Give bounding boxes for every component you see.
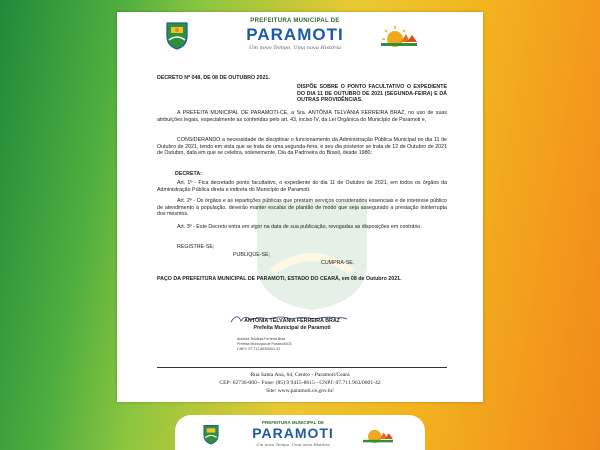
banner-city-name: PARAMOTI <box>252 425 334 441</box>
stamp-cnpj: CNPJ: 07.711.963/0001-42 <box>237 347 281 351</box>
sun-logo-icon <box>360 424 396 444</box>
publique-se: PUBLIQUE-SE; <box>233 252 271 258</box>
stamp-name: Antônia Telvânia Ferreira Braz <box>237 337 286 341</box>
stamp-role: Prefeita Municipal de Paramoti/CE <box>237 342 292 346</box>
decree-summary: DISPÕE SOBRE O PONTO FACULTATIVO O EXPEDIENTE DO DIA 11 DE OUTUBRO DE 2021 (SEGUNDA-FEIRA) E DÁ OUTRAS PROVIDÊNCIAS. <box>297 84 447 104</box>
signatory-name: ANTÔNIA TELVÂNIA FERREIRA BRAZ <box>244 318 340 324</box>
document-header <box>117 12 483 58</box>
city-tagline: Um novo Tempo, Uma nova História <box>249 45 341 51</box>
decree-number: DECRETO Nº 048, DE 08 DE OUTUBRO 2021. <box>157 75 270 81</box>
banner-tagline: Um novo Tempo, Uma nova História <box>256 442 330 447</box>
decree-preamble: A PREFEITA MUNICIPAL DE PARAMOTI-CE, a Sra. ANTÔNIA TELVÂNIA FERREIRA BRAZ, no uso de suas atribuições legais, especialmente as conferidas pelo art. 43, inciso IV, da Lei Orgânica do Município de Paramoti e, <box>157 110 447 123</box>
cumpra-se: CUMPRA-SE. <box>321 260 355 266</box>
banner-prefeitura-label: PREFEITURA MUNICIPAL DE <box>262 420 324 425</box>
footer-site: Site: www.paramoti.ce.gov.br/ <box>265 388 335 394</box>
signatory-role: Prefeita Municipal de Paramoti <box>253 325 331 331</box>
decree-decreta: DECRETA: <box>175 171 202 177</box>
sun-logo-icon <box>379 24 419 48</box>
prefeitura-label: PREFEITURA MUNICIPAL DE <box>250 18 340 24</box>
bottom-logo-banner <box>175 415 425 450</box>
city-name-logo: PARAMOTI <box>246 25 344 44</box>
municipal-crest-icon <box>163 20 191 50</box>
decree-article-2: Art. 2º - Os órgãos e as repartições públicas que prestam serviços considerados essenciais e de interesse público de atendimento à população, deverão manter escalas de plantão de modo que seja assegurado a prestação ininterrupta dos mesmos. <box>157 198 447 218</box>
decree-article-1: Art. 1º - Fica decretado ponto facultativo, o expediente do dia 11 de Outubro de 2021, em todos os órgãos da Administração Pública direta e indireta do Município de Paramoti. <box>157 180 447 193</box>
place-and-date: PAÇO DA PREFEITURA MUNICIPAL DE PARAMOTI, ESTADO DO CEARÁ, em 08 de Outubro 2021. <box>157 276 402 282</box>
decree-page <box>117 12 483 402</box>
footer-contact: CEP: 62736-000 - Fone: (85) 9 9415-8615 - CNPJ: 07.711.963/0001-42 <box>219 380 381 386</box>
registre-se: REGISTRE-SE; <box>177 244 215 250</box>
signature-stamp <box>237 337 327 352</box>
decree-considering: CONSIDERANDO a necessidade de disciplinar o funcionamento da Administração Pública Municipal no dia 11 de Outubro de 2021, tendo em vista que se trata de uma segunda-feira, e seu dia posterior se trata de 12 de Outubro de 2021 de Outubro, data em que se celebra, solenemente, Dia da Padroeira do Brasil, desde 1980; <box>157 137 447 157</box>
footer-divider <box>157 367 447 368</box>
decree-article-3: Art. 3º - Este Decreto entra em vigor na data de sua publicação, revogadas as disposições em contrário. <box>177 224 422 230</box>
municipal-crest-icon <box>201 423 221 445</box>
footer-address: Rua Santa Ana, 64, Centro - Paramoti/Ceará <box>250 372 350 378</box>
